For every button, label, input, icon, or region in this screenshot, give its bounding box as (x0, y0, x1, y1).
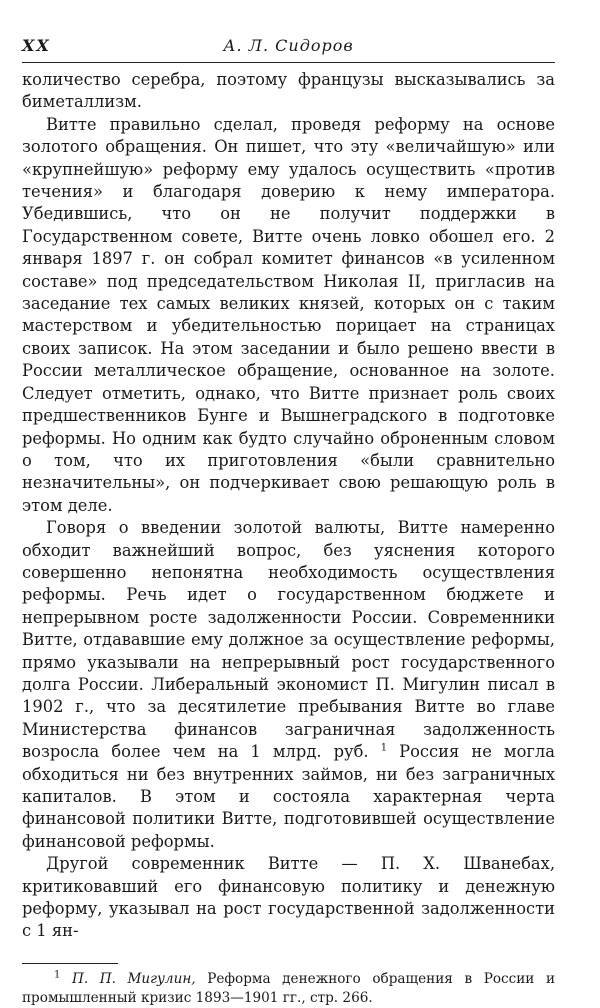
paragraph-text: Россия не могла обходиться ни без внутренних займов, ни без заграничных капиталов. В этом и состояла характерная черта финансовой политики Витте, подготовившей осуществление финансовой реформы. (22, 742, 555, 851)
footnote-rule (22, 963, 118, 964)
running-title: А. Л. Сидоров (223, 36, 354, 55)
main-text (22, 69, 555, 943)
paragraph: Витте правильно сделал, проведя реформу на основе золотого обращения. Он пишет, что эту «величайшую» или «крупнейшую» реформу ему удалось осуществить «против течения» и благодаря доверию к нему императора. Убедившись, что он не получит поддержки в Государственном совете, Витте очень ловко обошел его. 2 января 1897 г. он собрал комитет финансов «в усиленном составе» под председательством Николая II, пригласив на заседание тех самых великих князей, которых он с таким мастерством и убедительностью порицает на страницах своих записок. На этом заседании и было решено ввести в России металлическое обращение, основанное на золоте. Следует отметить, однако, что Витте признает роль своих предшественников Бунге и Вышнеградского в подготовке реформы. Но одним как будто случайно оброненным словом о том, что их приготовления «были сравнительно незначительны», он подчеркивает свою решающую роль в этом деле. (22, 114, 555, 515)
page-header (22, 30, 555, 56)
paragraph (22, 517, 555, 853)
paragraph-text: Говоря о введении золотой валюты, Витте намеренно обходит важнейший вопрос, без уяснения которого совершенно непонятна необходимость осуществления реформы. Речь идет о государственном бюджете и непрерывном росте задолженности России. Современники Витте, отдававшие ему должное за осуществление реформы, прямо указывали на непрерывный рост государственного долга России. Либеральный экономист П. Мигулин писал в 1902 г., что за десятилетие пребывания Витте во главе Министерства финансов заграничная задолженность возросла более чем на 1 млрд. руб. (22, 518, 555, 762)
footnote (22, 970, 555, 1008)
footnote-author: П. П. Мигулин, (71, 970, 196, 987)
paragraph: количество серебра, поэтому французы высказывались за биметаллизм. (22, 70, 555, 112)
header-rule (22, 62, 555, 63)
book-page (22, 30, 555, 1008)
paragraph: Другой современник Витте — П. Х. Шванебах, критиковавший его финансовую политику и денежную реформу, указывал на рост государственной задолженности с 1 ян- (22, 854, 555, 941)
footnote-text: Реформа денежного обращения в России и промышленный кризис 1893—1901 гг., стр. 266. (22, 970, 556, 1006)
page-number: XX (22, 36, 51, 55)
footnote-number: 1 (54, 969, 61, 981)
footnote-reference[interactable]: 1 (380, 742, 388, 754)
